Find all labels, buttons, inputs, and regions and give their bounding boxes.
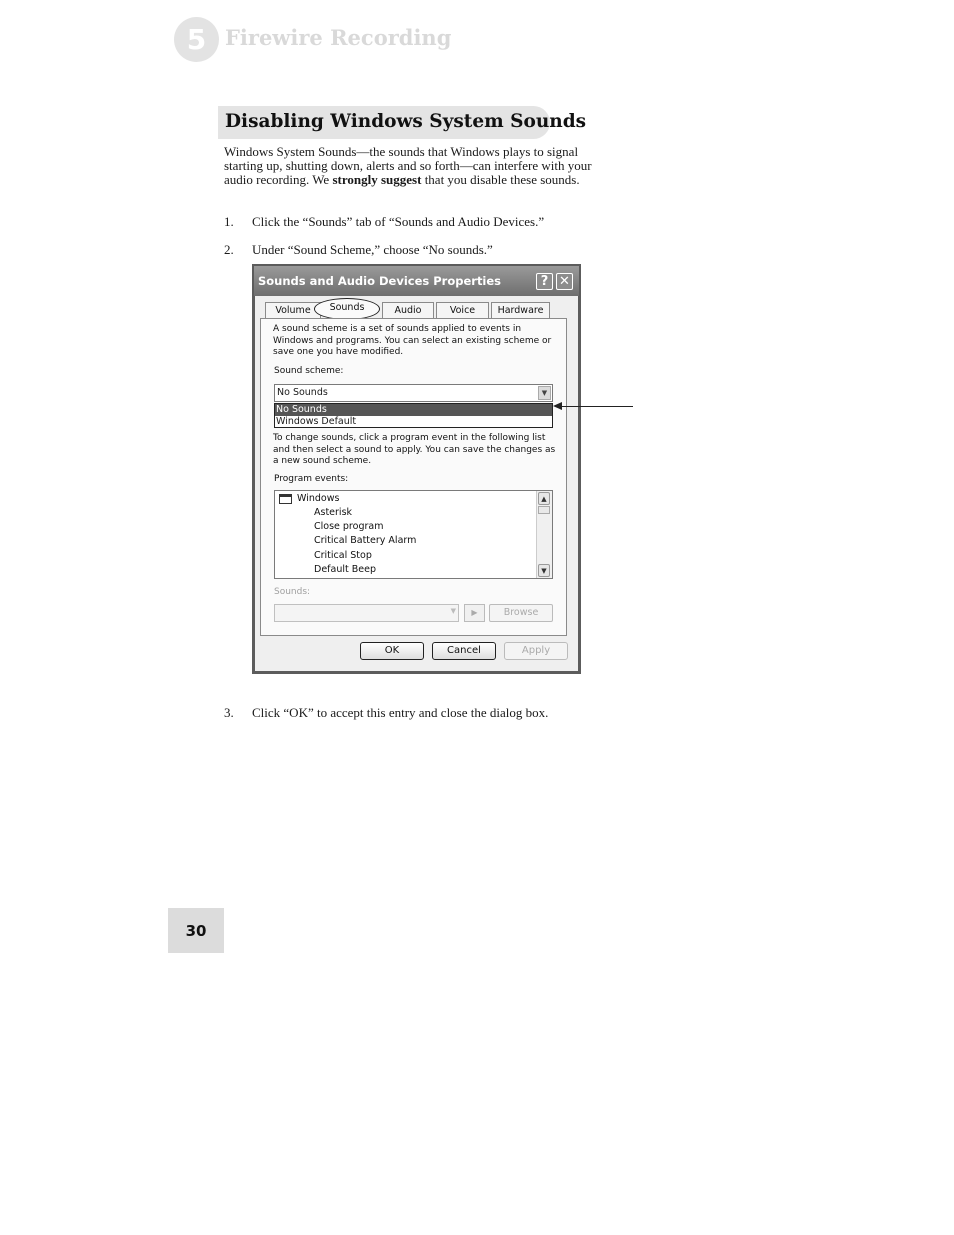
list-item[interactable]: Close program (314, 521, 384, 532)
page-number: 30 (168, 908, 224, 953)
dialog-titlebar (254, 266, 579, 296)
close-button[interactable]: ✕ (556, 273, 573, 290)
step-text: Click “OK” to accept this entry and close the dialog box. (252, 705, 549, 720)
intro-text-end: that you disable these sounds. (421, 172, 580, 188)
step-number: 1. (224, 214, 234, 229)
program-events-list[interactable] (274, 490, 553, 579)
sounds-tab-panel (260, 318, 567, 636)
list-item[interactable]: Asterisk (314, 507, 353, 518)
intro-emphasis: strongly suggest (332, 172, 422, 188)
sounds-label: Sounds: (274, 587, 311, 597)
sounds-dialog (252, 264, 581, 674)
list-item[interactable]: Default Beep (314, 564, 376, 575)
callout-arrow-line (560, 406, 633, 407)
change-sounds-text: To change sounds, click a program event in the following list and then select a sound to apply. You can save the changes as a new sound scheme. (273, 433, 556, 467)
chapter-number-badge: 5 (174, 17, 219, 62)
tab-sounds[interactable]: Sounds (314, 298, 380, 320)
events-label: Program events: (274, 474, 349, 484)
cancel-button[interactable]: Cancel (432, 642, 496, 660)
tab-hardware[interactable]: Hardware (491, 302, 550, 318)
window-icon (279, 494, 292, 504)
event-root-windows[interactable]: Windows (297, 493, 340, 504)
step-number: 2. (224, 242, 234, 257)
scheme-dropdown-list (274, 403, 553, 428)
step-3 (224, 705, 548, 721)
scroll-thumb[interactable] (538, 506, 550, 514)
apply-button[interactable]: Apply (504, 642, 568, 660)
scroll-down-icon[interactable]: ▼ (538, 564, 550, 577)
intro-text-start: Windows System Sounds—the sounds that Windows plays to signal starting up, shutting down, alerts and so forth—can interfere with your audio recording. We (224, 144, 592, 188)
step-2 (224, 242, 493, 258)
chevron-down-icon[interactable]: ▼ (538, 386, 551, 400)
scheme-option-no-sounds[interactable]: No Sounds (275, 404, 552, 416)
section-heading: Disabling Windows System Sounds (218, 106, 550, 139)
browse-button[interactable]: Browse (489, 604, 553, 622)
callout-arrow-icon (553, 402, 562, 410)
ok-button[interactable]: OK (360, 642, 424, 660)
step-text: Under “Sound Scheme,” choose “No sounds.” (252, 242, 493, 257)
dialog-client-area (255, 296, 578, 671)
play-icon[interactable]: ▶ (464, 604, 485, 622)
list-item[interactable]: Critical Battery Alarm (314, 535, 417, 546)
scheme-description: A sound scheme is a set of sounds applied to events in Windows and programs. You can select an existing scheme or save one you have modified. (273, 324, 552, 358)
scheme-select-value: No Sounds (277, 387, 328, 398)
sound-file-select[interactable] (274, 604, 459, 622)
step-1 (224, 214, 544, 230)
chapter-title: Firewire Recording (225, 25, 452, 50)
help-button[interactable]: ? (536, 273, 553, 290)
scheme-select[interactable] (274, 384, 553, 402)
scheme-label: Sound scheme: (274, 366, 344, 376)
tab-volume[interactable]: Volume (265, 302, 321, 318)
step-number: 3. (224, 705, 234, 720)
tab-audio[interactable]: Audio (382, 302, 434, 318)
scheme-option-windows-default[interactable]: Windows Default (276, 415, 357, 427)
list-item[interactable]: Critical Stop (314, 550, 372, 561)
intro-paragraph (224, 145, 596, 188)
step-text: Click the “Sounds” tab of “Sounds and Audio Devices.” (252, 214, 545, 229)
events-scrollbar[interactable] (536, 491, 552, 578)
chevron-down-icon: ▼ (450, 607, 456, 615)
dialog-title: Sounds and Audio Devices Properties (258, 274, 502, 288)
tab-voice[interactable]: Voice (436, 302, 489, 318)
scroll-up-icon[interactable]: ▲ (538, 492, 550, 505)
